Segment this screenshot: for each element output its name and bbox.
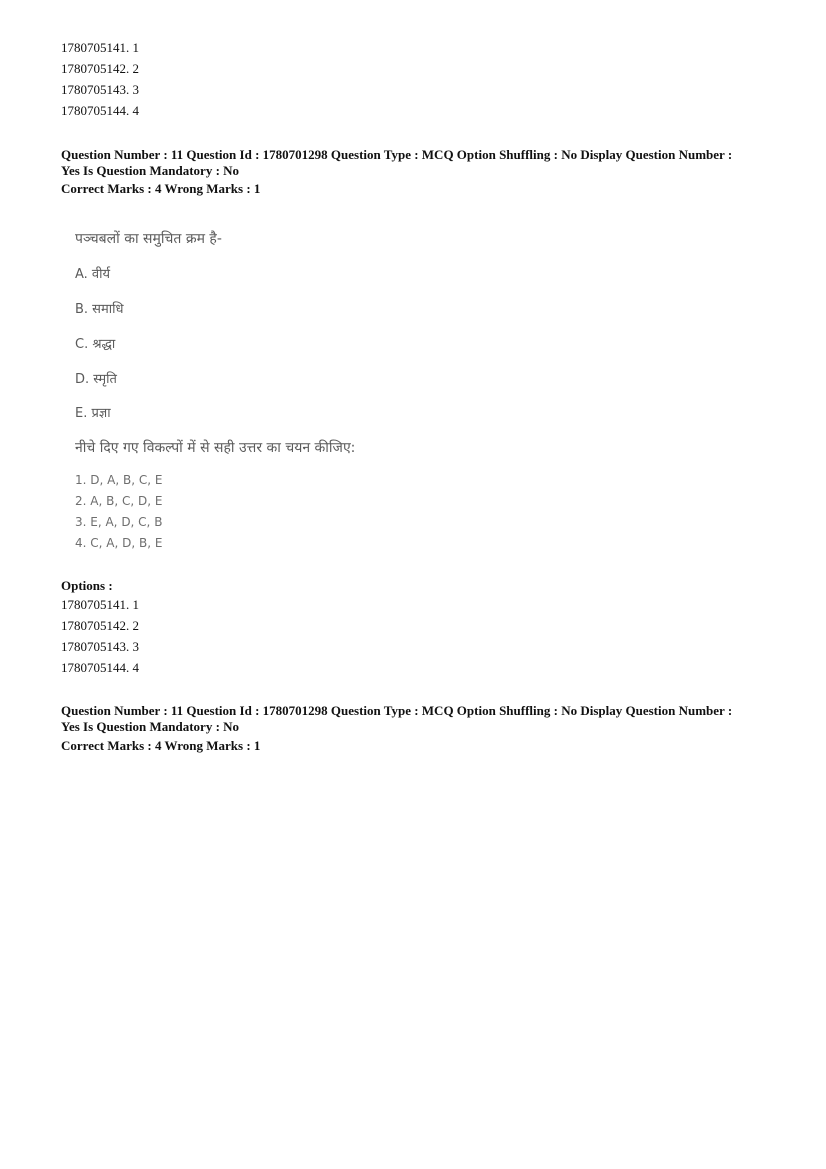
prev-option-3: 1780705143. 3: [61, 82, 139, 97]
question-stem: पञ्चबलों का समुचित क्रम है-: [75, 231, 222, 247]
question-item-c: C. श्रद्धा: [75, 337, 116, 352]
question-meta-line2: Yes Is Question Mandatory : No: [61, 163, 240, 178]
prev-option-1: 1780705141. 1: [61, 40, 139, 55]
question-choice-1: 1. D, A, B, C, E: [75, 473, 163, 487]
prev-option-2: 1780705142. 2: [61, 61, 139, 76]
question-choice-3: 3. E, A, D, C, B: [75, 515, 163, 529]
question-instruction: नीचे दिए गए विकल्पों में से सही उत्तर का चयन कीजिए:: [75, 440, 356, 456]
question-meta-line1: Question Number : 11 Question Id : 1780701298 Question Type : MCQ Option Shuffling : No Display Question Number :: [61, 147, 733, 162]
option-3: 1780705143. 3: [61, 639, 139, 654]
question-item-a: A. वीर्य: [75, 267, 111, 282]
next-question-meta-line1: Question Number : 11 Question Id : 1780701298 Question Type : MCQ Option Shuffling : No Display Question Number :: [61, 703, 733, 718]
option-4: 1780705144. 4: [61, 660, 139, 675]
next-question-meta-line2: Yes Is Question Mandatory : No: [61, 719, 240, 734]
question-item-e: E. प्रज्ञा: [75, 406, 111, 421]
option-1: 1780705141. 1: [61, 597, 139, 612]
question-item-d: D. स्मृति: [75, 372, 117, 387]
next-question-marks: Correct Marks : 4 Wrong Marks : 1: [61, 738, 261, 753]
question-choice-2: 2. A, B, C, D, E: [75, 494, 163, 508]
option-2: 1780705142. 2: [61, 618, 139, 633]
question-choice-4: 4. C, A, D, B, E: [75, 536, 163, 550]
options-label: Options :: [61, 578, 113, 593]
question-item-b: B. समाधि: [75, 302, 124, 317]
question-marks: Correct Marks : 4 Wrong Marks : 1: [61, 181, 261, 196]
prev-option-4: 1780705144. 4: [61, 103, 139, 118]
